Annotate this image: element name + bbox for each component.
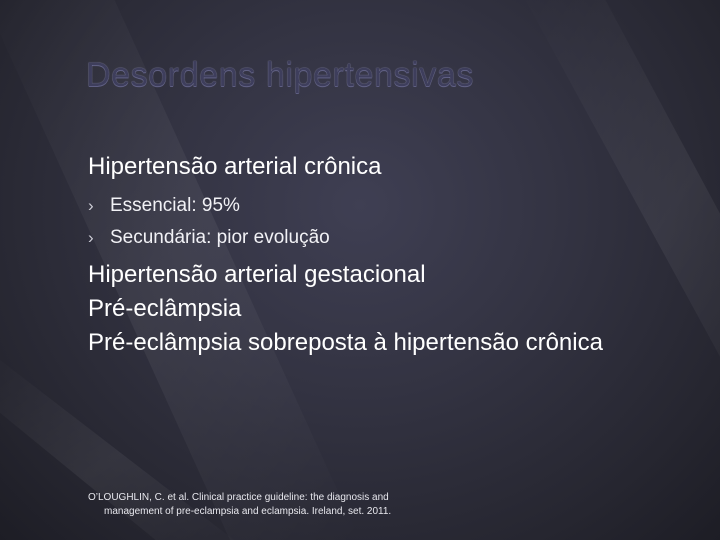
bullet-item-pre-eclampsia xyxy=(46,292,666,326)
bullet-text: Pré-eclâmpsia sobreposta à hipertensão crônica xyxy=(88,329,603,356)
bullet-text: Hipertensão arterial gestacional xyxy=(88,261,426,288)
sub-bullet-list xyxy=(46,190,666,254)
chevron-right-icon: › xyxy=(88,228,94,247)
sub-bullet-text: Essencial: 95% xyxy=(110,195,240,216)
sub-bullet-item-essential xyxy=(46,190,666,222)
sub-bullet-text: Secundária: pior evolução xyxy=(110,227,330,248)
bullet-list xyxy=(46,150,666,360)
bullet-text: Hipertensão arterial crônica xyxy=(88,153,382,180)
citation-line-2: management of pre-eclampsia and eclampsia. Ireland, set. 2011. xyxy=(104,506,392,517)
chevron-right-icon: › xyxy=(88,196,94,215)
slide-title: Desordens hipertensivas xyxy=(86,56,474,94)
bullet-item-gestational-hypertension xyxy=(46,258,666,292)
citation-line-1: O’LOUGHLIN, C. et al. Clinical practice guideline: the diagnosis and xyxy=(88,492,389,503)
citation xyxy=(88,491,391,519)
sub-bullet-item-secondary xyxy=(46,222,666,254)
bullet-text: Pré-eclâmpsia xyxy=(88,295,242,322)
bullet-item-superimposed-pre-eclampsia xyxy=(46,326,666,360)
bullet-item-chronic-hypertension xyxy=(46,150,666,184)
